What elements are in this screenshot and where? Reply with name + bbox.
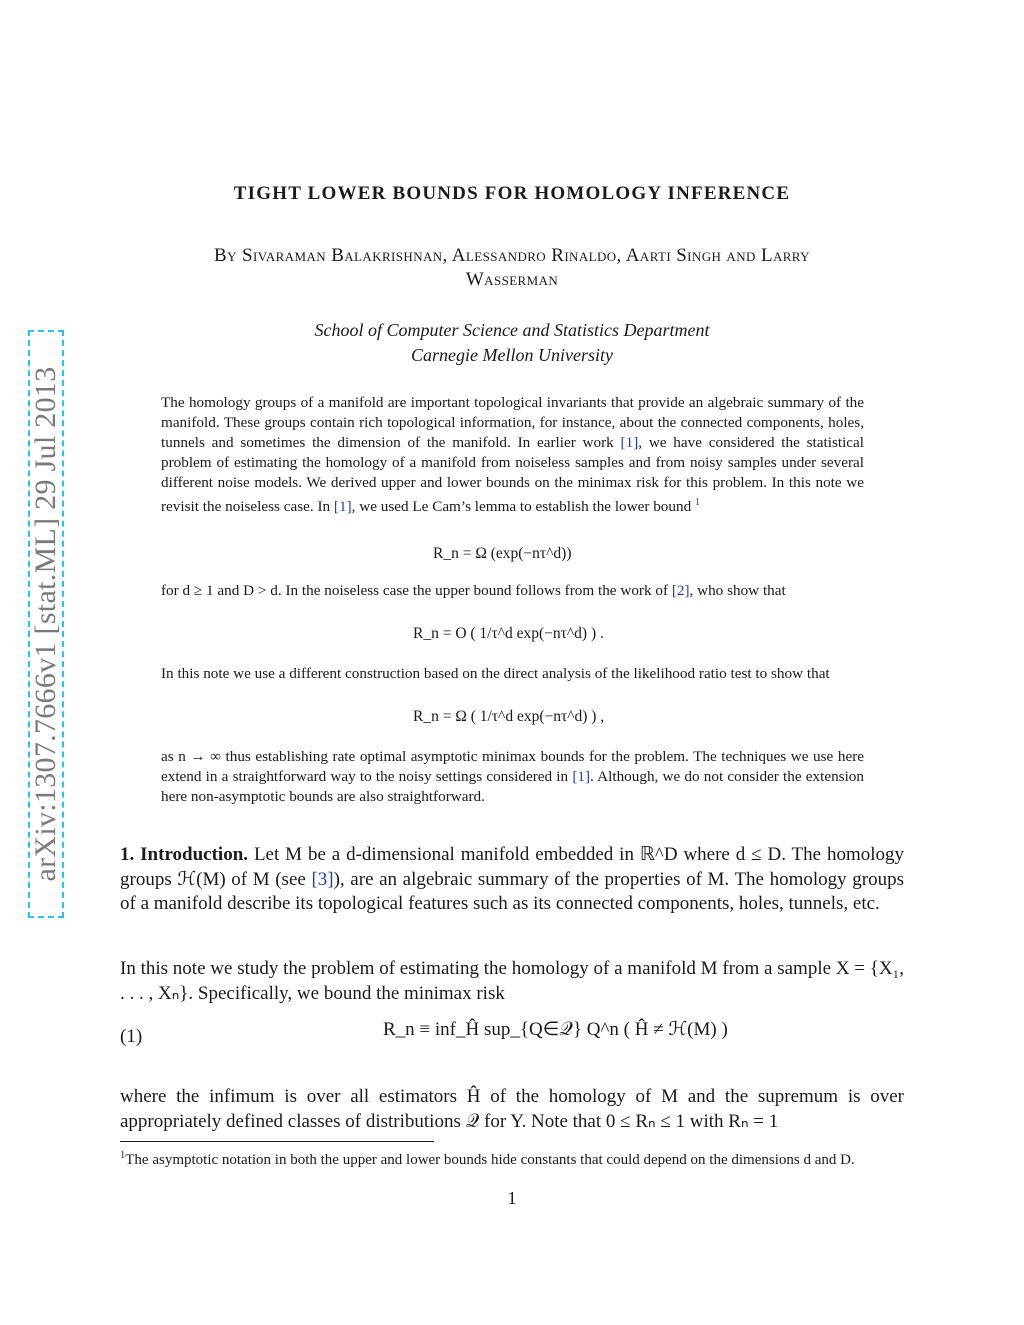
equation-minimax-risk: R_n ≡ inf_Ĥ sup_{Q∈𝒬} Q^n ( Ĥ ≠ ℋ(M) ): [383, 1019, 728, 1040]
arxiv-id-text: arXiv:1307.7666v1 [stat.ML] 29 Jul 2013: [29, 366, 62, 882]
citation-link[interactable]: [3]: [311, 868, 334, 890]
abstract-paragraph-2: for d ≥ 1 and D > d. In the noiseless case the upper bound follows from the work of [2], who show that: [161, 582, 786, 599]
paper-title: TIGHT LOWER BOUNDS FOR HOMOLOGY INFERENCE: [233, 183, 791, 204]
footnote-text: The asymptotic notation in both the upper and lower bounds hide constants that could depend on the dimensions d and D.: [125, 1152, 855, 1168]
citation-link[interactable]: [1]: [572, 768, 591, 785]
abstract-paragraph-4: as n → ∞ thus establishing rate optimal asymptotic minimax bounds for the problem. The techniques we use here extend in a straightforward way to the noisy settings considered in [1]. Although, we do not consider the extension here non-asymptotic bounds are also straightforward.: [161, 748, 864, 805]
arxiv-identifier-stamp[interactable]: [28, 330, 64, 918]
equation-new-lower-bound: R_n = Ω ( 1/τ^d exp(−nτ^d) ) ,: [413, 708, 605, 725]
section-title: Introduction.: [140, 844, 249, 865]
author-list: [120, 244, 904, 292]
equation-lower-bound-le-cam: R_n = Ω (exp(−nτ^d)): [433, 545, 572, 562]
authors-line-2: Wasserman: [465, 269, 559, 290]
citation-link[interactable]: [2]: [671, 582, 690, 599]
abstract-paragraph-3: In this note we use a different construction based on the direct analysis of the likelihood ratio test to show that: [161, 665, 830, 682]
affiliation: [120, 318, 904, 368]
citation-link[interactable]: [1]: [620, 434, 639, 451]
abstract-paragraph-1: The homology groups of a manifold are important topological invariants that provide an algebraic summary of the manifold. These groups contain rich topological information, for instance, about the connected components, holes, tunnels and sometimes the dimension of the manifold. In earlier work [1], we have considered the statistical problem of estimating the homology of a manifold from noiseless samples and from noisy samples under several different noise models. We derived upper and lower bounds on the minimax risk for this problem. In this note we revisit the noiseless case. In [1], we used Le Cam’s lemma to establish the lower bound $^1$: [161, 394, 864, 516]
affiliation-line-2: Carnegie Mellon University: [411, 345, 613, 365]
introduction-paragraph-1: 1. Introduction. Let M be a d-dimensional manifold embedded in ℝ^D where d ≤ D. The homology groups ℋ(M) of M (see [3]), are an algebraic summary of the properties of M. The homology groups of a manifold describe its topological features such as its connected components, holes, tunnels, etc.: [120, 844, 905, 914]
footnote-mark: 1: [120, 1150, 126, 1161]
equation-number: (1): [120, 1026, 143, 1047]
authors-line-1: By Sivaraman Balakrishnan, Alessandro Rinaldo, Aarti Singh and Larry: [214, 245, 810, 266]
footnote-ref[interactable]: 1: [694, 497, 700, 508]
section-number: 1.: [120, 844, 135, 865]
footnote-rule: [120, 1141, 434, 1142]
page-number: 1: [507, 1188, 517, 1208]
citation-link[interactable]: [1]: [333, 498, 352, 516]
equation-upper-bound: R_n = O ( 1/τ^d exp(−nτ^d) ) .: [413, 625, 604, 642]
introduction-paragraph-2: In this note we study the problem of estimating the homology of a manifold M from a sample X = {X₁, . . . , Xₙ}. Specifically, we bound the minimax risk: [120, 958, 904, 1004]
affiliation-line-1: School of Computer Science and Statistics Department: [314, 320, 710, 340]
footnote: [120, 1146, 904, 1170]
introduction-paragraph-3: where the infimum is over all estimators Ĥ of the homology of M and the supremum is over appropriately defined classes of distributions 𝒬 for Y. Note that 0 ≤ Rₙ ≤ 1 with Rₙ = 1: [120, 1086, 904, 1132]
